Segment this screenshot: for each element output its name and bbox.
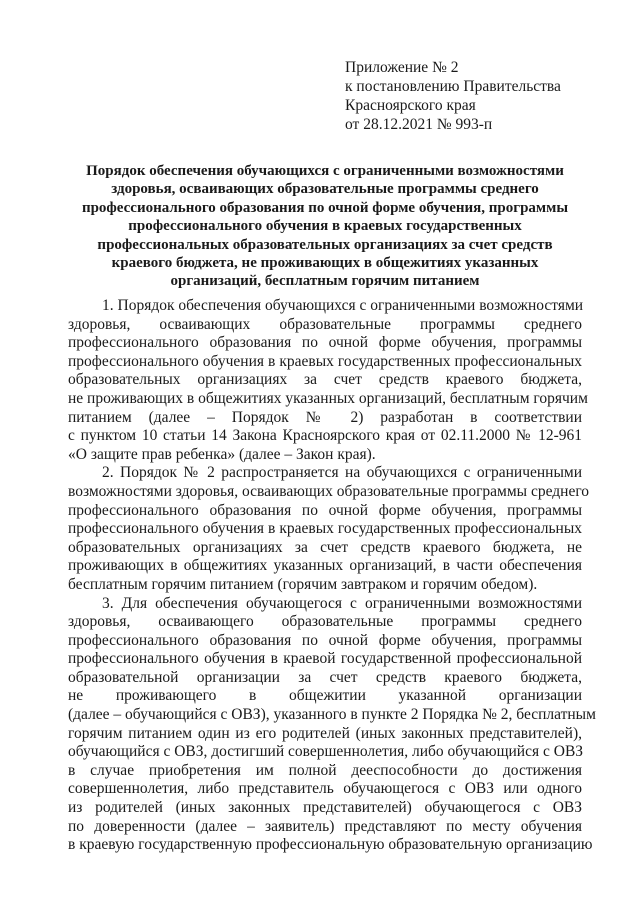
paragraph-1 (68, 297, 588, 464)
paragraph-line: профессионального обучения в краевой государственной профессиональной (68, 650, 582, 668)
paragraph-2 (68, 464, 590, 594)
paragraph-line: бесплатным горячим питанием (горячим завтраком и горячим обедом). (68, 575, 538, 593)
paragraph-line: питанием (далее – Порядок № 2) разработан в соответствии (68, 408, 582, 426)
appendix-line: к постановлению Правительства (345, 78, 561, 95)
paragraph-line: из родителей (иных законных представителей) обучающегося с ОВЗ (68, 799, 582, 817)
paragraph-line: образовательных организациях за счет средств краевого бюджета, (68, 371, 582, 389)
paragraph-line: в краевую государственную профессиональную образовательную организацию (68, 836, 593, 854)
document-body (68, 297, 596, 855)
paragraph-line: образовательных организациях за счет средств краевого бюджета, не (68, 538, 582, 556)
appendix-line: Приложение № 2 (345, 59, 459, 76)
paragraph-line: профессионального образования по очной форме обучения, программы (68, 501, 582, 519)
paragraph-line: (далее – обучающийся с ОВЗ), указанного в пункте 2 Порядка № 2, бесплатным (68, 706, 596, 724)
paragraph-line: возможностями здоровья, осваивающих образовательные программы среднего (68, 482, 590, 500)
paragraph-line: обучающийся с ОВЗ, достигший совершеннолетия, либо обучающийся с ОВЗ (68, 743, 584, 761)
title-line: организаций, бесплатным горячим питанием (170, 273, 480, 290)
paragraph-line: профессионального образования по очной форме обучения, программы (68, 631, 582, 649)
paragraph-line: в случае приобретения им полной дееспособности до достижения (68, 761, 582, 779)
paragraph-line: образовательной организации за счет средств краевого бюджета, (68, 668, 582, 686)
paragraph-line: профессионального обучения в краевых государственных профессиональных (68, 352, 582, 370)
appendix-header (345, 58, 615, 134)
paragraph-line: «О защите прав ребенка» (далее – Закон края). (68, 445, 376, 463)
title-line: Порядок обеспечения обучающихся с ограниченными возможностями (86, 163, 564, 179)
paragraph-line: 1. Порядок обеспечения обучающихся с ограниченными возможностями (102, 297, 584, 314)
document-title (62, 162, 588, 291)
paragraph-line: 3. Для обеспечения обучающегося с ограниченными возможностями (102, 594, 582, 612)
paragraph-line: горячим питанием один из его родителей (иных законных представителей), (68, 724, 582, 742)
paragraph-line: не проживающего в общежитии указанной организации (68, 687, 582, 705)
paragraph-line: здоровья, осваивающего образовательные программы среднего (68, 613, 582, 631)
paragraph-line: профессионального образования по очной форме обучения, программы (68, 334, 582, 352)
title-line: здоровья, осваивающих образовательные программы среднего (111, 181, 539, 198)
paragraph-line: с пунктом 10 статьи 14 Закона Красноярского края от 02.11.2000 № 12-961 (68, 427, 582, 445)
paragraph-line: профессионального обучения в краевых государственных профессиональных (68, 520, 582, 538)
title-line: краевого бюджета, не проживающих в общежитиях указанных (111, 255, 539, 272)
appendix-line: Красноярского края (345, 97, 476, 114)
appendix-line: от 28.12.2021 № 993-п (345, 116, 493, 133)
paragraph-line: здоровья, осваивающих образовательные программы среднего (68, 315, 582, 333)
paragraph-3 (68, 594, 596, 855)
paragraph-line: 2. Порядок № 2 распространяется на обучающихся с ограниченными (102, 464, 582, 482)
title-line: профессиональных образовательных организациях за счет средств (97, 236, 553, 253)
title-line: профессионального образования по очной форме обучения, программы (81, 199, 569, 216)
paragraph-line: не проживающих в общежитиях указанных организаций, бесплатным горячим (68, 389, 588, 407)
paragraph-line: проживающих в общежитиях указанных организаций, в части обеспечения (68, 557, 582, 575)
paragraph-line: совершеннолетия, либо представитель обучающегося с ОВЗ или одного (68, 780, 582, 798)
paragraph-line: по доверенности (далее – заявитель) представляют по месту обучения (68, 817, 582, 835)
title-line: профессионального обучения в краевых государственных (128, 218, 522, 235)
